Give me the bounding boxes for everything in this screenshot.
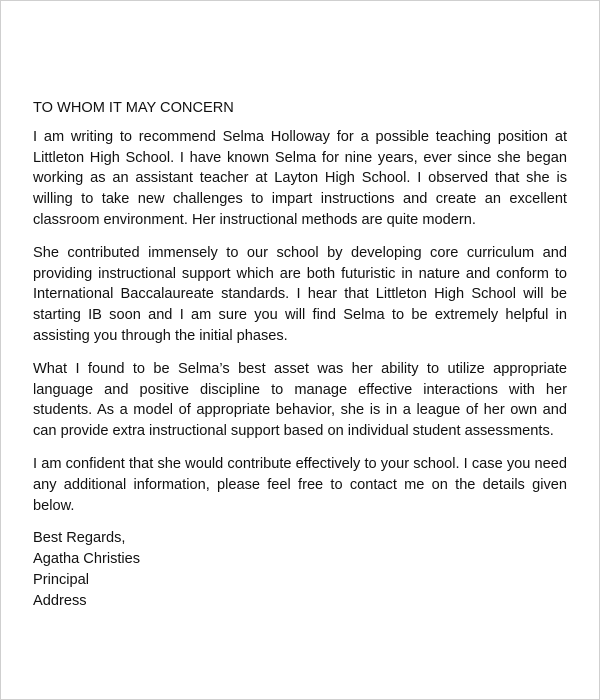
signer-address: Address — [33, 592, 87, 609]
valediction: Best Regards, — [33, 530, 126, 547]
paragraph-conclusion: I am confident that she would contribute effectively to your school. I case you need any additional information, please feel free to contact me on the details given below. — [33, 455, 567, 514]
signer-name: Agatha Christies — [33, 551, 141, 568]
signature-block — [33, 528, 567, 611]
signer-title: Principal — [33, 571, 89, 588]
paragraph-introduction: I am writing to recommend Selma Holloway for a possible teaching position at Littleton High School. I have known Selma for nine years, ever since she began working as an assistant teacher at Layton High School. I observed that she is willing to take new challenges to impart instructions and create an excellent classroom environment. Her instructional methods are quite modern. — [33, 128, 567, 228]
recommendation-letter — [33, 98, 567, 612]
salutation: TO WHOM IT MAY CONCERN — [33, 100, 234, 116]
paragraph-contributions: She contributed immensely to our school by developing core curriculum and providing instructional support which are both futuristic in nature and conform to International Baccalaureate standards. I hear that Littleton High School will be starting IB soon and I am sure you will find Selma to be extremely helpful in assisting you through the initial phases. — [33, 244, 567, 344]
paragraph-best-asset: What I found to be Selma’s best asset was her ability to utilize appropriate language and positive discipline to manage effective interactions with her students. As a model of appropriate behavior, she is in a league of her own and can provide extra instructional support based on individual student assessments. — [33, 360, 567, 440]
